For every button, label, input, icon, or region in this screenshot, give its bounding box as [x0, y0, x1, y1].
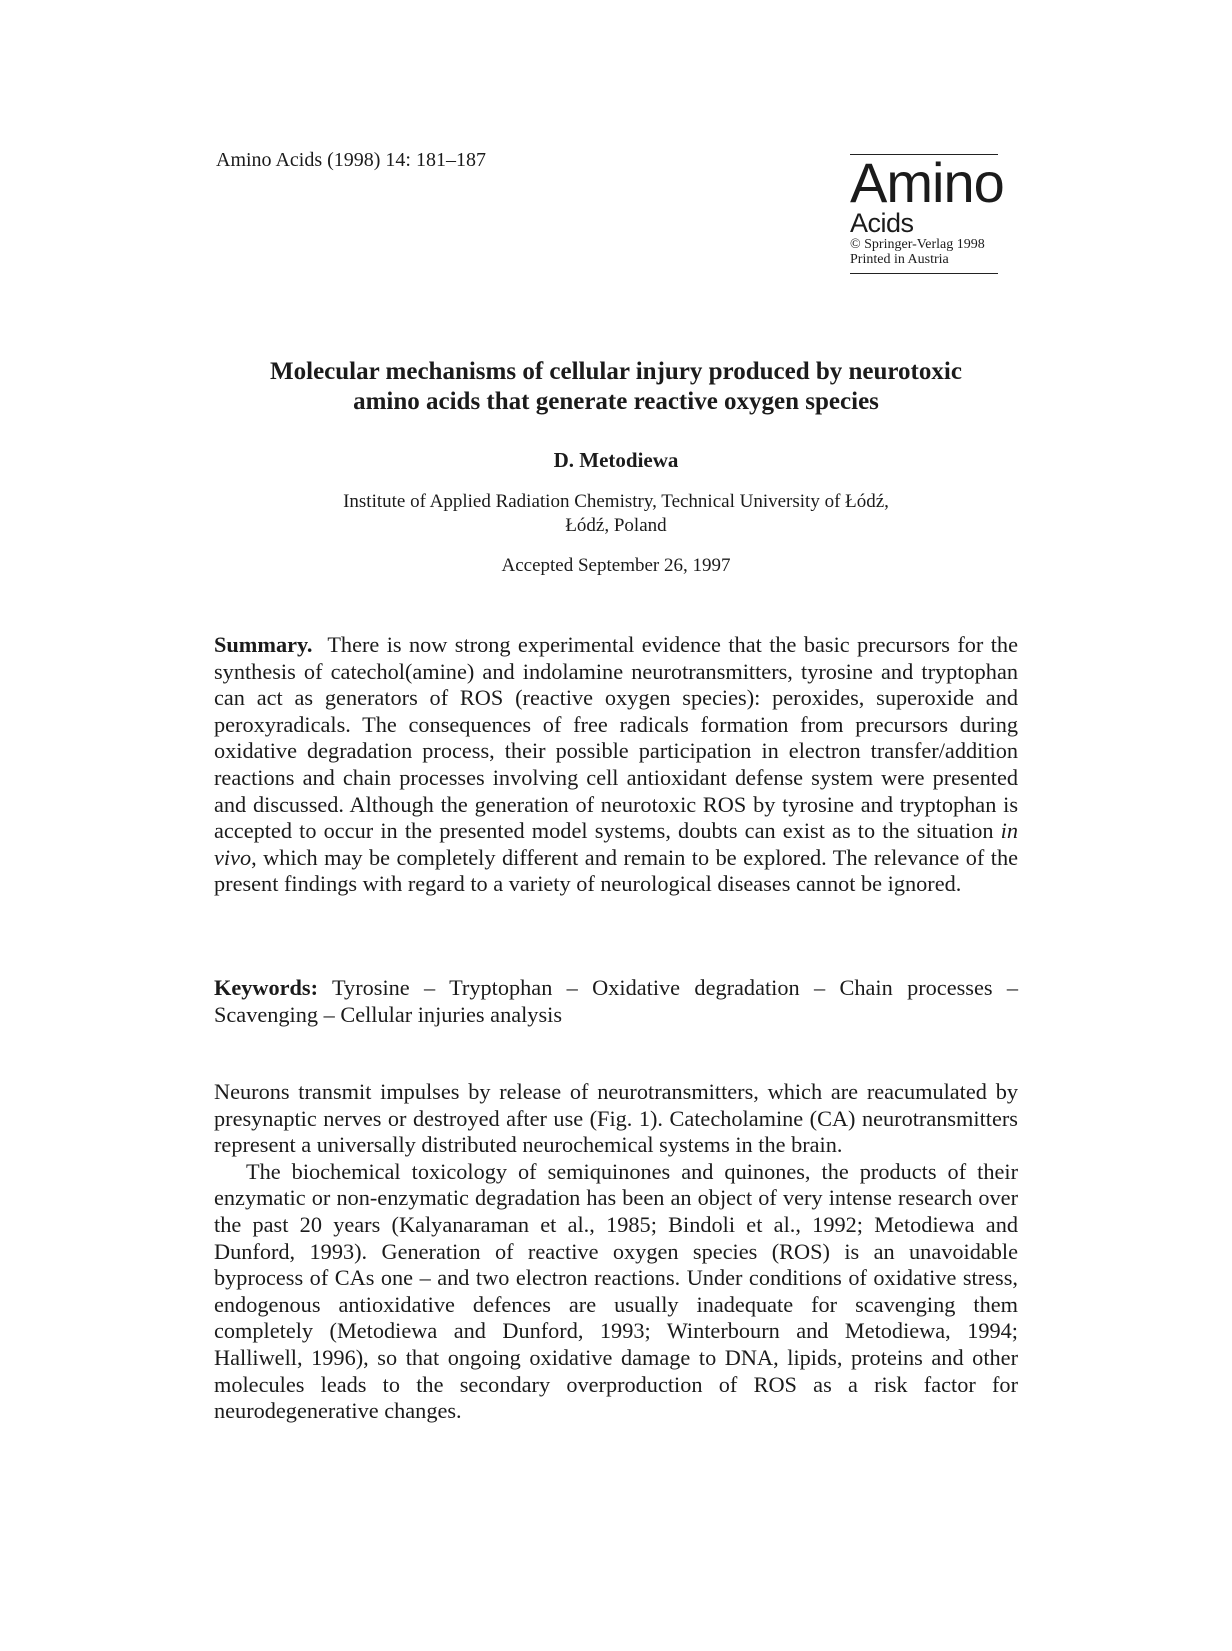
- keywords-text: Tyrosine – Tryptophan – Oxidative degradation – Chain processes – Scavenging – Cellular injuries analysis: [214, 975, 1018, 1027]
- logo-copyright: © Springer-Verlag 1998: [850, 237, 985, 252]
- affiliation-line2: Łódź, Poland: [565, 515, 667, 536]
- logo-name-amino: Amino: [850, 151, 1004, 214]
- keywords: [214, 975, 1018, 1028]
- body-paragraph-1: Neurons transmit impulses by release of neurotransmitters, which are reacumulated by presynaptic nerves or destroyed after use (Fig. 1). Catecholamine (CA) neurotransmitters represent a universally distributed neurochemical systems in the brain.: [214, 1079, 1018, 1158]
- summary-text-part1: There is now strong experimental evidence that the basic precursors for the synthesis of catechol(amine) and indolamine neurotransmitters, tyrosine and tryptophan can act as generators of ROS (reactive oxygen species): peroxides, superoxide and peroxyradicals. The consequences of free radicals formation from precursors during oxidative degradation process, their possible participation in electron transfer/addition reactions and chain processes involving cell antioxidant defense system were presented and discussed. Although the generation of neurotoxic ROS by tyrosine and tryptophan is accepted to occur in the presented model systems, doubts can exist as to the situation: [214, 632, 1018, 844]
- logo-bottom-rule: [850, 273, 998, 274]
- journal-citation: Amino Acids (1998) 14: 181–187: [216, 149, 486, 171]
- body-text: [214, 1079, 1018, 1425]
- article-title: [180, 357, 1052, 417]
- author-affiliation: [180, 490, 1052, 538]
- logo-printed: Printed in Austria: [850, 252, 949, 267]
- article-title-line2: amino acids that generate reactive oxygen species: [353, 388, 879, 415]
- article-title-line1: Molecular mechanisms of cellular injury produced by neurotoxic: [270, 358, 962, 385]
- journal-logo: [850, 151, 1004, 274]
- author-name: D. Metodiewa: [553, 448, 679, 472]
- keywords-label: Keywords:: [214, 975, 319, 1000]
- accepted-date: Accepted September 26, 1997: [501, 555, 731, 576]
- logo-name-acids: Acids: [850, 208, 914, 238]
- summary-label: Summary.: [214, 632, 313, 657]
- affiliation-line1: Institute of Applied Radiation Chemistry, Technical University of Łódź,: [343, 491, 889, 512]
- summary-text-part2: , which may be completely different and remain to be explored. The relevance of the present findings with regard to a variety of neurological diseases cannot be ignored.: [214, 844, 1018, 897]
- body-paragraph-2: The biochemical toxicology of semiquinones and quinones, the products of their enzymatic or non-enzymatic degradation has been an object of very intense research over the past 20 years (Kalyanaraman et al., 1985; Bindoli et al., 1992; Metodiewa and Dunford, 1993). Generation of reactive oxygen species (ROS) is an unavoidable byprocess of CAs one – and two electron reactions. Under conditions of oxidative stress, endogenous antioxidative defences are usually inadequate for scavenging them completely (Metodiewa and Dunford, 1993; Winterbourn and Metodiewa, 1994; Halliwell, 1996), so that ongoing oxidative damage to DNA, lipids, proteins and other molecules leads to the secondary overproduction of ROS as a risk factor for neurodegenerative changes.: [214, 1158, 1018, 1424]
- abstract-summary: [214, 632, 1018, 898]
- summary-text-italic: in vivo: [214, 818, 1019, 870]
